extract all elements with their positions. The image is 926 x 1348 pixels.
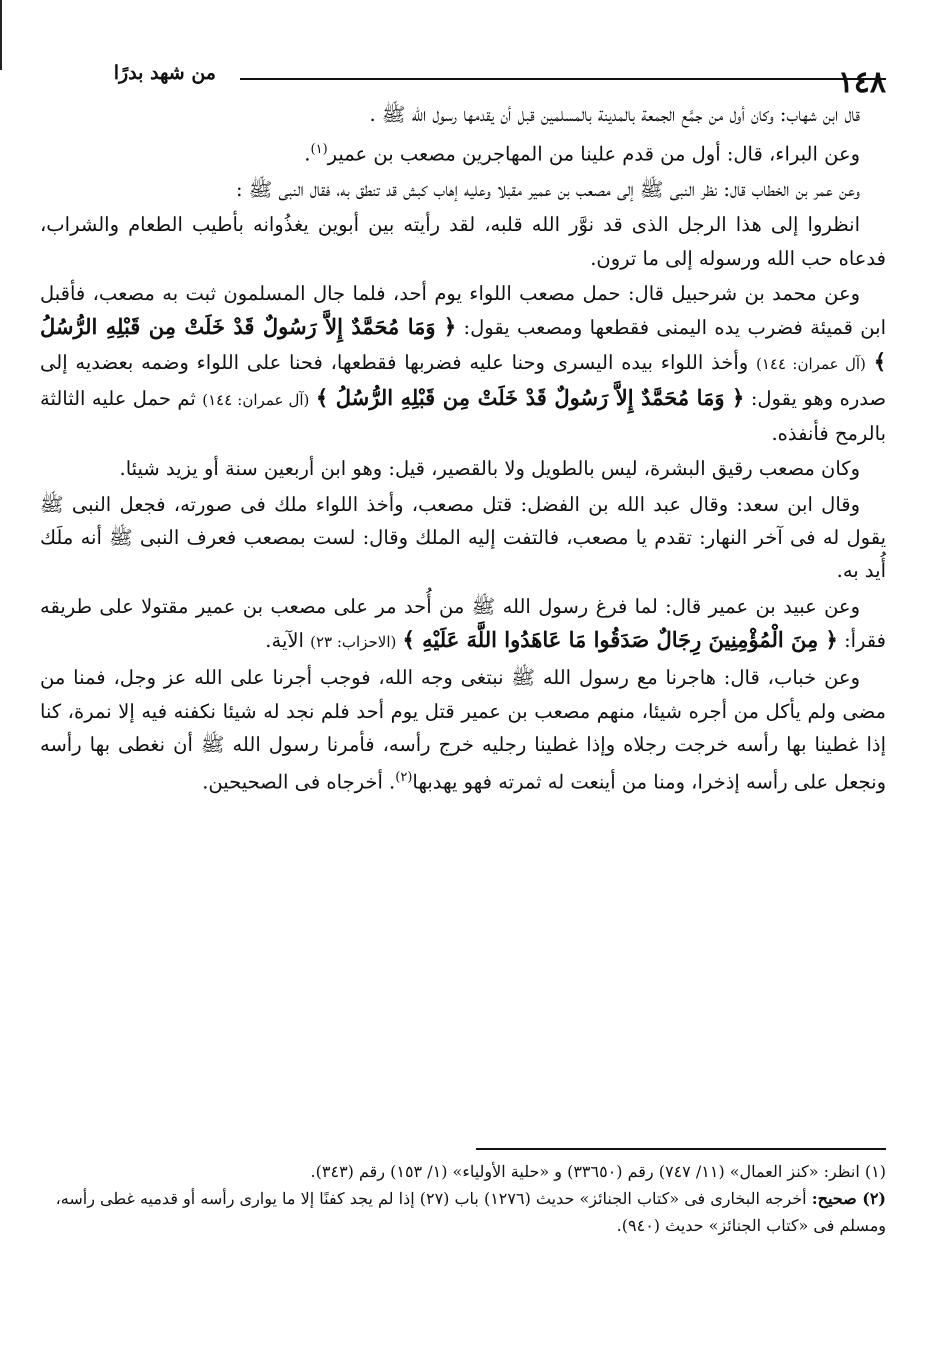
paragraph-ubaid: وعن عبيد بن عمير قال: لما فرغ رسول الله ﷺ من أُحد مر على مصعب بن عمير مقتولا على طريقه فقرأ: ﴿ مِنَ الْمُؤْمِنِينَ رِجَالٌ صَدَقُوا مَا عَاهَدُوا اللَّهَ عَلَيْهِ ﴾ (الاحزاب: ٢٣) الآية. (40, 594, 886, 652)
quran-verse: ﴿ مِنَ الْمُؤْمِنِينَ رِجَالٌ صَدَقُوا مَا عَاهَدُوا اللَّهَ عَلَيْهِ ﴾ (402, 626, 838, 652)
verse-reference: (آل عمران: ١٤٤) (202, 390, 310, 409)
scan-edge (0, 0, 2, 70)
paragraph-muhammad-sharhabil: وعن محمد بن شرحبيل قال: حمل مصعب اللواء يوم أحد، فلما جال المسلمون ثبت به مصعب، فأقبل ابن قميئة فضرب يده اليمنى فقطعها ومصعب يقول: ﴿ وَمَا مُحَمَّدٌ إِلاَّ رَسُولٌ قَدْ خَلَتْ مِن قَبْلِهِ الرُّسُلُ ﴾ (آل عمران: ١٤٤) وأخذ اللواء بيده اليسرى وحنا عليه فضربها فقطعها، فحنا على اللواء وضمه بعضديه إلى صدره وهو يقول: ﴿ وَمَا مُحَمَّدٌ إِلاَّ رَسُولٌ قَدْ خَلَتْ مِن قَبْلِهِ الرُّسُلُ ﴾ (آل عمران: ١٤٤) ثم حمل عليه الثالثة بالرمح فأنفذه. (40, 281, 887, 446)
footnote-2-label: (٢) صحيح: (811, 1189, 886, 1208)
paragraph-prophet-saying: انظروا إلى هذا الرجل الذى قد نوَّر الله قلبه، لقد رأيته بين أبوين يغذُوانه بأطيب الطعام والشراب، فدعاه حب الله ورسوله إلى ما ترون. (40, 213, 886, 270)
footnote-ref-1: (١) (310, 142, 328, 158)
paragraph-ibn-sad: وقال ابن سعد: وقال عبد الله بن الفضل: قتل مصعب، وأخذ اللواء ملك فى صورته، فجعل النبى ﷺ يقول له فى آخر النهار: تقدم يا مصعب، فالتفت إليه الملك وقال: لست بمصعب فعرف النبى ﷺ أنه ملَك أُيد به. (40, 492, 886, 583)
quran-verse: ﴿ وَمَا مُحَمَّدٌ إِلاَّ رَسُولٌ قَدْ خَلَتْ مِن قَبْلِهِ الرُّسُلُ ﴾ (315, 384, 745, 410)
paragraph-bara: وعن البراء، قال: أول من قدم علينا من المهاجرين مصعب بن عمير$^{(١)}$. (304, 142, 860, 166)
paragraph-description: وكان مصعب رقيق البشرة، ليس بالطويل ولا بالقصير، قيل: وهو ابن أربعين سنة أو يزيد شيئا. (119, 457, 860, 481)
quran-verse: ﴿ وَمَا مُحَمَّدٌ إِلاَّ رَسُولٌ قَدْ خَلَتْ مِن قَبْلِهِ الرُّسُلُ ﴾ (40, 314, 886, 374)
footnote-2: (٢) صحيح: أخرجه البخارى فى «كتاب الجنائز» حديث (١٢٧٦) باب (٢٧) إذا لم يجد كفنًا إلا ما يوارى رأسه أو قدميه غطى رأسه، ومسلم فى «كتاب الجنائز» حديث (٩٤٠). (55, 1189, 886, 1235)
running-title: من شهد بدرًا (113, 62, 216, 84)
verse-reference: (الاحزاب: ٢٣) (310, 632, 397, 651)
footnotes (40, 1158, 886, 1239)
footnote-ref-2: (٢) (395, 770, 413, 786)
paragraph-ibn-shihab: قال ابن شهاب: وكان أول من جمَّع الجمعة بالمدينة بالمسلمين قبل أن يقدمها رسول الله ﷺ . (369, 103, 860, 126)
footnote-1: (١) انظر: «كنز العمال» (١١/ ٧٤٧) رقم (٣٣٦٥٠) و «حلية الأولياء» (١/ ١٥٣) رقم (٣٤٣). (310, 1162, 886, 1181)
footnote-rule (476, 1148, 886, 1150)
paragraph-umar: وعن عمر بن الخطاب قال: نظر النبى ﷺ إلى مصعب بن عمير مقبلا وعليه إهاب كبش قد تنطق به، فقال النبى ﷺ : (236, 178, 860, 202)
verse-reference: (آل عمران: ١٤٤) (756, 354, 866, 373)
book-page (40, 40, 886, 1330)
body-text (40, 98, 886, 801)
paragraph-khabbab: وعن خباب، قال: هاجرنا مع رسول الله ﷺ نبتغى وجه الله، فوجب أجرنا على الله عز وجل، فمنا من مضى ولم يأكل من أجره شيئا، منهم مصعب بن عمير قتل يوم أحد فلم نجد له شيئا نكفنه فيه إلا نمرة، كنا إذا غطينا بها رأسه خرجت رجلاه وإذا غطينا رجليه خرج رأسه، فأمرنا رسول الله ﷺ أن نغطى بها رأسه ونجعل على رأسه إذخرا، ومنا من أينعت له ثمرته فهو يهدبها$^{(٢)}$. أخرجاه فى الصحيحين. (40, 666, 886, 794)
header-rule (240, 78, 886, 80)
page-header (40, 40, 886, 100)
page-number: ١٤٨ (837, 65, 886, 100)
